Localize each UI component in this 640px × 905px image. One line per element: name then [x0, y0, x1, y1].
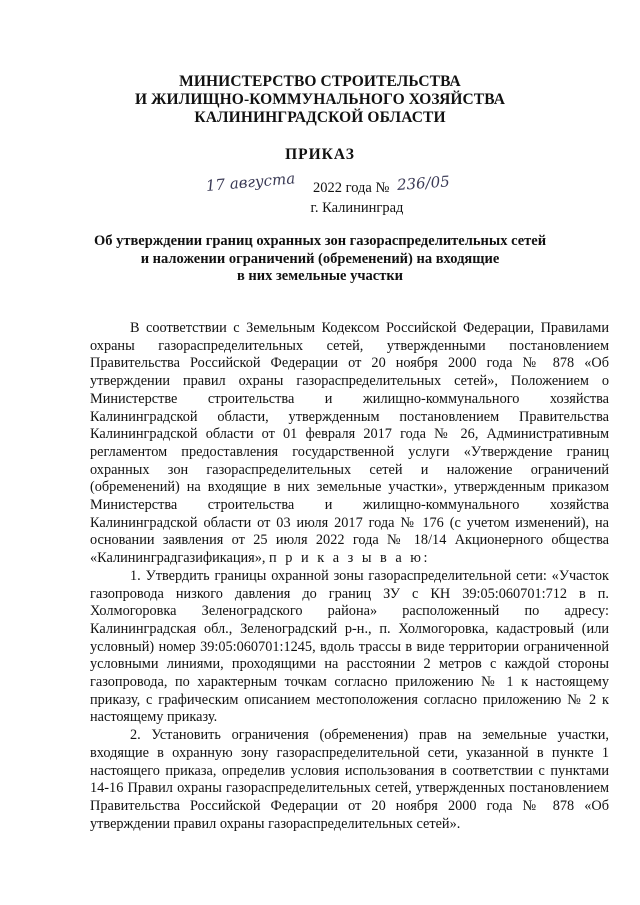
ministry-line-1: МИНИСТЕРСТВО СТРОИТЕЛЬСТВА: [179, 73, 461, 90]
preamble-text: В соответствии с Земельным Кодексом Российской Федерации, Правилами охраны газораспределительных сетей, утвержденными постановлением Правительства Российской Федерации от 20 ноября 2000 года № 878 «Об утверждении правил охраны газораспределительных сетей», Положением о Министерстве строительства и жилищно-коммунального хозяйства Калининградской области, утвержденным постановлением Правительства Калининградской области от 01 февраля 2017 года № 26, Административным регламентом предоставления государственной услуги «Утверждение границ охранных зон газораспределительных сетей и наложение ограничений (обременений) на входящие в них земельные участки», утвержденным приказом Министерства строительства и жилищно-коммунального хозяйства Калининградской области от 03 июля 2017 года № 176 (с учетом изменений), на основании заявления от 25 июля 2022 года № 18/14 Акционерного общества «Калининградгазификация»,: [90, 320, 609, 567]
order-date-number-line: [200, 169, 500, 200]
handwritten-order-number: 236/05: [396, 172, 451, 194]
handwritten-date: 17 августа: [205, 169, 296, 195]
year-label: 2022 года №: [313, 180, 390, 196]
order-word: п р и к а з ы в а ю:: [269, 550, 430, 567]
ministry-line-2: И ЖИЛИЩНО-КОММУНАЛЬНОГО ХОЗЯЙСТВА: [134, 91, 506, 108]
ministry-line-3: КАЛИНИНГРАДСКОЙ ОБЛАСТИ: [194, 109, 446, 126]
item-2-paragraph: 2. Установить ограничения (обременения) прав на земельные участки, входящие в охранную зону газораспределительной сети, указанной в пункте 1 настоящего приказа, определив условия использования в соответствии с пунктами 14-16 Правил охраны газораспределительных сетей, утвержденных постановлением Правительства Российской Федерации от 20 ноября 2000 года № 878 «Об утверждении правил охраны газораспределительных сетей».: [90, 727, 609, 832]
ministry-header: [0, 73, 640, 127]
subject-line-2: и наложении ограничений (обременений) на входящие: [140, 250, 500, 267]
subject-line-3: в них земельные участки: [236, 268, 404, 284]
subject-line-1: Об утверждении границ охранных зон газораспределительных сетей: [93, 233, 547, 249]
item-1-paragraph: 1. Утвердить границы охранной зоны газораспределительной сети: «Участок газопровода низкого давления до границ ЗУ с КН 39:05:060701:712 в п. Холмогоровка Зеленоградского района» расположенный по адресу: Калининградская обл., Зеленоградский р-н., п. Холмогоровка, кадастровый (или условный) номер 39:05:060701:1245, вдоль трассы в виде территории ограниченной условными линиями, проходящими на расстоянии 2 метров с каждой стороны газопровода, по характерным точкам согласно приложению № 1 к настоящему приказу, с графическим описанием местоположения согласно приложению № 2 к настоящему приказу.: [90, 567, 609, 726]
document-type-title: ПРИКАЗ: [285, 146, 355, 163]
preamble-paragraph: [90, 320, 609, 568]
city-line: г. Калининград: [310, 200, 404, 216]
order-subject: [0, 233, 640, 286]
order-body: [90, 320, 609, 833]
